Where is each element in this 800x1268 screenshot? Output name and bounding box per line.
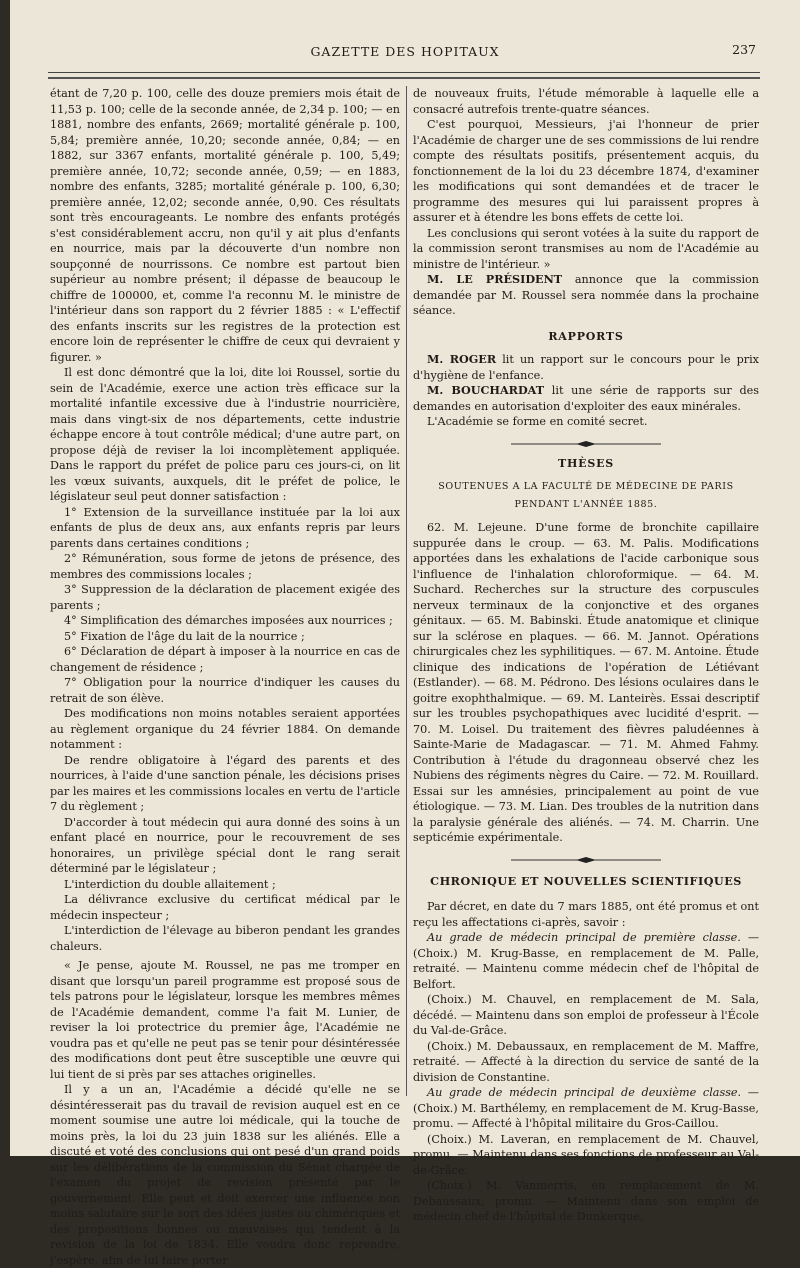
paragraph: 62. M. Lejeune. D'une forme de bronchite capillaire suppurée dans le croup. — 63. M. Palis. Modifications apportées dans les exhalations de l'acide carbonique sous l'influence de l'inhalation chloroformique. — 64. M. Suchard. Recherches sur la structure des corpuscules nerveux terminaux de la conjonctive et des organes génitaux. — 65. M. Babinski. Étude anatomique et clinique sur la sclérose en plaques. — 66. M. Jannot. Opérations chirurgicales chez les syphilitiques. — 67. M. Antoine. Étude clinique des indications de l'opération de Létiévant (Estlander). — 68. M. Pédrono. Des lésions oculaires dans le goitre exophthalmique. — 69. M. Lanteirès. Essai descriptif sur les troubles psychopathiques avec lucidité d'esprit. — 70. M. Loisel. Du traitement des fièvres paludéennes à Sainte-Marie de Madagascar. — 71. M. Ahmed Fahmy. Contribution à l'étude du dragonneau observé chez les Nubiens des régiments nègres du Caire. — 72. M. Rouillard. Essai sur les amnésies, principalement au point de vue étiologique. — 73. M. Lian. Des troubles de la nutrition dans la paralysie générale des aliénés. — 74. M. Charrin. Une septicémie expérimentale. xyxy=(413,521,759,844)
paragraph: D'accorder à tout médecin qui aura donné des soins à un enfant placé en nourrice, pour le recouvrement de ses honoraires, un privilège spécial dont le rang serait déterminé par le législateur ; xyxy=(50,815,400,875)
paragraph-text: lit un rapport sur le concours pour le prix d'hygiène de l'enfance. xyxy=(413,353,759,382)
paragraph: L'interdiction de l'élevage au biberon pendant les grandes chaleurs. xyxy=(50,924,400,953)
paragraph-text: — (Choix.) M. Krug-Basse, en remplacement de M. Palle, retraité. — Maintenu comme médecin chef de l'hôpital de Belfort. xyxy=(413,931,760,991)
list-item: 2° Rémunération, sous forme de jetons de présence, des membres des commissions locales ; xyxy=(50,552,400,581)
paragraph-text: — (Choix.) M. Barthélemy, en remplacement de M. Krug-Basse, promu. — Affecté à l'hôpital militaire du Gros-Caillou. xyxy=(413,1086,759,1130)
newspaper-page xyxy=(10,0,800,1267)
paragraph xyxy=(413,930,759,992)
section-heading-rapports: RAPPORTS xyxy=(548,329,624,343)
speaker-name: M. ROGER xyxy=(427,352,497,366)
left-column xyxy=(50,86,400,1268)
paragraph: Par décret, en date du 7 mars 1885, ont été promus et ont reçu les affectations ci-après, savoir : xyxy=(413,900,759,929)
paragraph-text: lit une série de rapports sur des demandes en autorisation d'exploiter des eaux minérales. xyxy=(413,384,759,413)
page-number: 237 xyxy=(732,42,756,57)
grade-title: Au grade de médecin principal de deuxième classe. xyxy=(427,1086,742,1099)
section-subheading: PENDANT L'ANNÉE 1885. xyxy=(514,498,658,510)
ornament-divider xyxy=(511,440,661,448)
paragraph: (Choix.) M. Debaussaux, en remplacement de M. Maffre, retraité. — Affecté à la direction du service de santé de la division de Constantine. xyxy=(413,1039,759,1084)
paragraph: (Choix.) M. Chauvel, en remplacement de M. Sala, décédé. — Maintenu dans son emploi de professeur à l'École du Val-de-Grâce. xyxy=(413,993,759,1037)
paragraph: Il y a un an, l'Académie a décidé qu'elle ne se désintéresserait pas du travail de revision auquel est en ce moment soumise une autre loi médicale, qui la touche de moins près, la loi du 23 juin 1838 sur les aliénés. Elle a discuté et voté des conclusions qui ont pesé d'un grand poids sur les délibérations de la commission du Sénat chargée de l'examen du projet de revision présenté par le gouvernement. Elle peut et doit exercer une influence non moins salutaire sur le sort des idées justes ou chimériques et des propositions bonnes ou mauvaises qui tendent à la revision de la loi de 1834. Elle voudra donc reprendre, j'espère, afin de lui faire porter xyxy=(50,1083,400,1267)
paragraph: Les conclusions qui seront votées à la suite du rapport de la commission seront transmises au nom de l'Académie au ministre de l'intérieur. » xyxy=(413,226,759,271)
journal-title: GAZETTE DES HOPITAUX xyxy=(310,44,500,59)
paragraph: L'interdiction du double allaitement ; xyxy=(64,877,276,891)
list-item: 1° Extension de la surveillance instituée par la loi aux enfants de plus de deux ans, aux enfants repris par leurs parents dans certaines conditions ; xyxy=(50,505,400,550)
paragraph: Il est donc démontré que la loi, dite loi Roussel, sortie du sein de l'Académie, exerce une action très efficace sur la mortalité infantile excessive due à l'industrie nourricière, mais dans vingt-six de nos départements, cette industrie échappe encore à tout contrôle médical; d'une autre part, on propose déjà de reviser la loi incomplètement appliquée. Dans le rapport du préfet de police paru ces jours-ci, on lit les vœux suivants, auxquels, dit le préfet de police, le législateur seul peut donner satisfaction : xyxy=(50,366,400,503)
section-heading-chronique: CHRONIQUE ET NOUVELLES SCIENTIFIQUES xyxy=(430,873,742,888)
speaker-name: M. BOUCHARDAT xyxy=(427,383,545,397)
paragraph: Des modifications non moins notables seraient apportées au règlement organique du 24 février 1884. On demande notamment : xyxy=(50,707,400,751)
list-item: 6° Déclaration de départ à imposer à la nourrice en cas de changement de résidence ; xyxy=(50,645,400,674)
paragraph-text: annonce que la commission demandée par M. Roussel sera nommée dans la prochaine séance. xyxy=(413,273,759,317)
paragraph: de nouveaux fruits, l'étude mémorable à laquelle elle a consacré autrefois trente-quatre séances. xyxy=(413,87,759,116)
paragraph: La délivrance exclusive du certificat médical par le médecin inspecteur ; xyxy=(50,893,400,922)
paragraph xyxy=(413,352,759,383)
paragraph: « Je pense, ajoute M. Roussel, ne pas me tromper en disant que lorsqu'un pareil programme est proposé sous de tels patrons pour le législateur, lorsque les membres mêmes de l'Académie demandent, comme l'a fait M. Lunier, de reviser la loi protectrice du premier âge, l'Académie ne voudra pas et qu'elle ne peut pas se tenir pour désintéressée des modifications dont peut être susceptible une œuvre qui lui tient de si près par ses attaches originelles. xyxy=(50,959,400,1081)
header-rule-thick xyxy=(48,77,760,79)
ornament-divider xyxy=(511,856,661,864)
header-rule-thin xyxy=(48,72,760,73)
paragraph: étant de 7,20 p. 100, celle des douze premiers mois était de 11,53 p. 100; celle de la seconde année, de 2,34 p. 100; — en 1881, nombre des enfants, 2669; mortalité générale p. 100, 5,84; première année, 10,20; seconde année, 0,84; — en 1882, sur 3367 enfants, mortalité générale p. 100, 5,49; première année, 10,72; seconde année, 0,59; — en 1883, nombre des enfants, 3285; mortalité générale p. 100, 6,30; première année, 12,02; seconde année, 0,90. Ces résultats sont très encourageants. Le nombre des enfants protégés s'est considérablement accru, non qu'il y ait plus d'enfants en nourrice, mais par la découverte d'un nombre non soupçonné de nourrissons. Ce nombre est partout bien supérieur au nombre présent; il dépasse de beaucoup le chiffre de 100000, et, comme l'a reconnu M. le ministre de l'intérieur dans son rapport du 2 février 1885 : « L'effectif des enfants inscrits sur les registres de la protection est encore loin de représenter le chiffre de ceux qui devraient y figurer. » xyxy=(50,87,400,364)
paragraph: (Choix.) M. Vanmerris, en remplacement de M. Debaussaux, promu. — Maintenu dans son emploi de médecin chef de l'hôpital de Dunkerque. xyxy=(413,1179,759,1223)
list-item: 3° Suppression de la déclaration de placement exigée des parents ; xyxy=(50,583,400,612)
paragraph: De rendre obligatoire à l'égard des parents et des nourrices, à l'aide d'une sanction pénale, les décisions prises par les maires et les commissions locales en vertu de l'article 7 du règlement ; xyxy=(50,753,400,813)
section-heading-theses: THÈSES xyxy=(557,456,615,470)
list-item: 7° Obligation pour la nourrice d'indiquer les causes du retrait de son élève. xyxy=(50,676,400,705)
paragraph xyxy=(413,272,759,319)
list-item: 5° Fixation de l'âge du lait de la nourrice ; xyxy=(64,629,305,643)
paragraph: L'Académie se forme en comité secret. xyxy=(427,415,648,428)
list-item: 4° Simplification des démarches imposées aux nourrices ; xyxy=(64,614,393,627)
right-column xyxy=(413,86,759,1225)
column-divider xyxy=(406,86,407,1096)
section-subheading: SOUTENUES A LA FACULTÉ DE MÉDECINE DE PARIS xyxy=(438,481,734,492)
paragraph xyxy=(413,1085,759,1132)
page-header xyxy=(10,40,800,62)
grade-title: Au grade de médecin principal de première classe. xyxy=(427,931,741,944)
paragraph: C'est pourquoi, Messieurs, j'ai l'honneur de prier l'Académie de charger une de ses commissions de lui rendre compte des résultats positifs, présentement acquis, du fonctionnement de la loi du 23 décembre 1874, d'examiner les modifications qui sont demandées et de tracer le programme des mesures qui lui paraissent propres à assurer et à étendre les bons effets de cette loi. xyxy=(413,118,759,224)
paragraph: (Choix.) M. Laveran, en remplacement de M. Chauvel, promu. — Maintenu dans ses fonctions de professeur au Val-de-Grâce. xyxy=(413,1132,759,1177)
speaker-name: M. LE PRÉSIDENT xyxy=(427,272,563,286)
paragraph xyxy=(413,383,759,414)
